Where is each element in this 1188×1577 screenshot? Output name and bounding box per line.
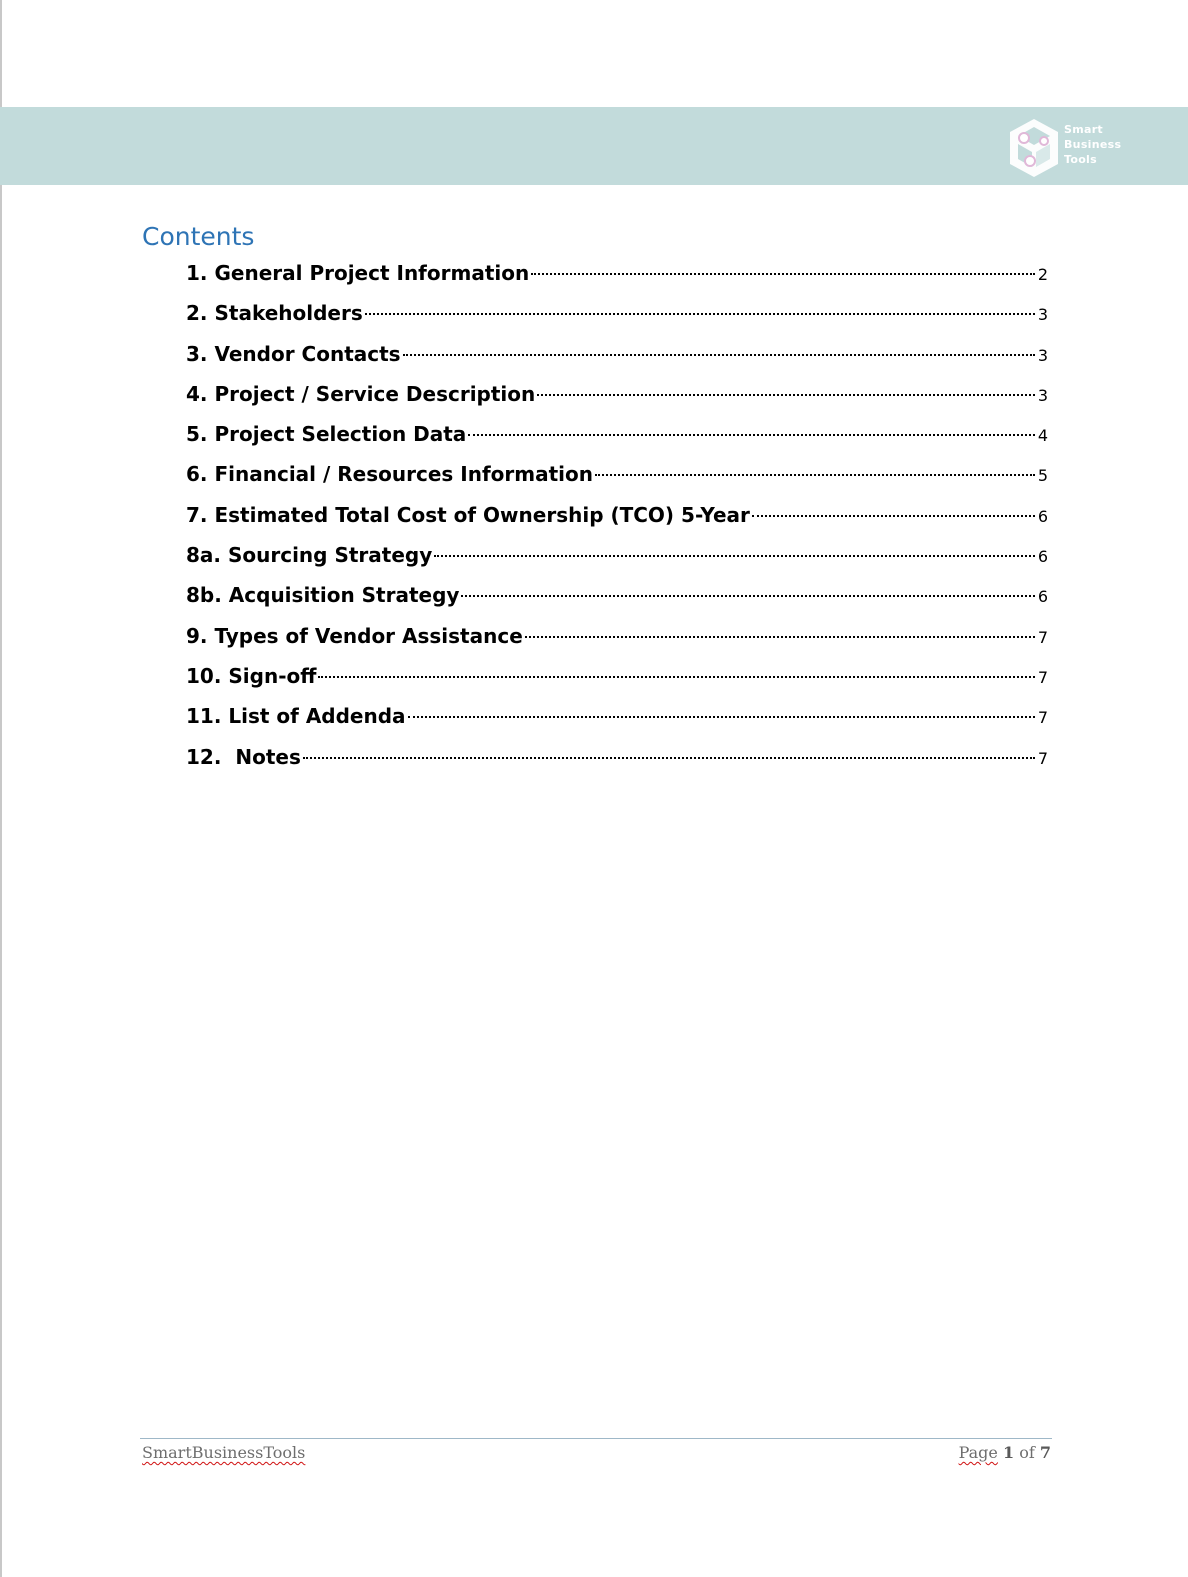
toc-entry[interactable] bbox=[186, 296, 1048, 336]
toc-entry-label[interactable]: 11. List of Addenda bbox=[186, 704, 406, 729]
toc-leader-dots bbox=[303, 757, 1035, 759]
page-word: Page bbox=[958, 1443, 998, 1462]
toc-leader-dots bbox=[595, 474, 1035, 476]
toc-entry[interactable] bbox=[186, 377, 1048, 417]
toc-entry-label[interactable]: 2. Stakeholders bbox=[186, 301, 363, 326]
toc-leader-dots bbox=[525, 636, 1035, 638]
toc-entry-label[interactable]: 8b. Acquisition Strategy bbox=[186, 583, 460, 608]
toc-entry[interactable] bbox=[186, 619, 1048, 659]
logo-line-2: Business bbox=[1064, 138, 1122, 151]
toc-entry-page[interactable]: 4 bbox=[1037, 426, 1048, 446]
toc-leader-dots bbox=[408, 716, 1035, 718]
toc-entry-page[interactable]: 3 bbox=[1037, 385, 1048, 405]
page-edge bbox=[0, 0, 2, 1577]
toc-entry-page[interactable]: 3 bbox=[1037, 345, 1048, 365]
toc-leader-dots bbox=[461, 595, 1034, 597]
toc-entry-page[interactable]: 7 bbox=[1037, 667, 1048, 687]
toc-entry[interactable] bbox=[186, 699, 1048, 739]
toc-entry-page[interactable]: 7 bbox=[1037, 748, 1048, 768]
toc-leader-dots bbox=[752, 515, 1035, 517]
toc-entry-label[interactable]: 10. Sign-off bbox=[186, 663, 317, 688]
total-pages: 7 bbox=[1039, 1443, 1051, 1462]
toc-entry-label[interactable]: 4. Project / Service Description bbox=[186, 381, 536, 406]
toc-entry-page[interactable]: 6 bbox=[1037, 587, 1048, 607]
toc-entry-label[interactable]: 3. Vendor Contacts bbox=[186, 341, 401, 366]
toc-leader-dots bbox=[434, 555, 1035, 557]
brand-logo bbox=[1006, 117, 1126, 179]
toc-entry[interactable] bbox=[186, 256, 1048, 296]
toc-leader-dots bbox=[468, 434, 1035, 436]
toc-leader-dots bbox=[531, 273, 1035, 275]
toc-heading: Contents bbox=[142, 222, 255, 251]
toc-leader-dots bbox=[537, 394, 1035, 396]
logo-line-3: Tools bbox=[1064, 153, 1097, 166]
toc-entry-label[interactable]: 6. Financial / Resources Information bbox=[186, 462, 593, 487]
toc-entry-label[interactable]: 1. General Project Information bbox=[186, 261, 530, 285]
toc-entry-page[interactable]: 5 bbox=[1037, 466, 1048, 486]
toc-entry[interactable] bbox=[186, 740, 1048, 780]
footer-divider bbox=[140, 1438, 1052, 1439]
of-word: of bbox=[1019, 1443, 1035, 1462]
logo-cube-icon bbox=[1006, 117, 1062, 179]
toc-entry-label[interactable]: 12. Notes bbox=[186, 744, 301, 769]
toc-entry[interactable] bbox=[186, 417, 1048, 457]
toc-entry[interactable] bbox=[186, 659, 1048, 699]
toc-entry-label[interactable]: 8a. Sourcing Strategy bbox=[186, 543, 433, 568]
toc-entry-label[interactable]: 9. Types of Vendor Assistance bbox=[186, 623, 523, 648]
toc-leader-dots bbox=[403, 354, 1035, 356]
toc-entry-page[interactable]: 7 bbox=[1037, 627, 1048, 647]
toc-entry[interactable] bbox=[186, 457, 1048, 497]
toc-leader-dots bbox=[318, 676, 1034, 678]
current-page: 1 bbox=[1002, 1443, 1015, 1462]
toc-entry-page[interactable]: 6 bbox=[1037, 506, 1048, 526]
toc-entry[interactable] bbox=[186, 538, 1048, 578]
footer-company: SmartBusinessTools bbox=[142, 1443, 306, 1462]
toc-entry[interactable] bbox=[186, 337, 1048, 377]
logo-wordmark bbox=[1064, 122, 1121, 167]
toc-entry-label[interactable]: 5. Project Selection Data bbox=[186, 422, 467, 447]
footer-page-number bbox=[959, 1443, 1051, 1462]
toc-entry-page[interactable]: 7 bbox=[1037, 708, 1048, 728]
toc-entry-label[interactable]: 7. Estimated Total Cost of Ownership (TCO) 5-Year bbox=[186, 502, 750, 527]
logo-line-1: Smart bbox=[1064, 123, 1103, 136]
table-of-contents bbox=[186, 256, 1048, 780]
toc-entry-page[interactable]: 3 bbox=[1037, 305, 1048, 325]
toc-entry-page[interactable]: 2 bbox=[1037, 265, 1048, 284]
toc-leader-dots bbox=[365, 313, 1035, 315]
toc-entry[interactable] bbox=[186, 578, 1048, 618]
toc-entry-page[interactable]: 6 bbox=[1037, 547, 1048, 567]
toc-entry[interactable] bbox=[186, 498, 1048, 538]
